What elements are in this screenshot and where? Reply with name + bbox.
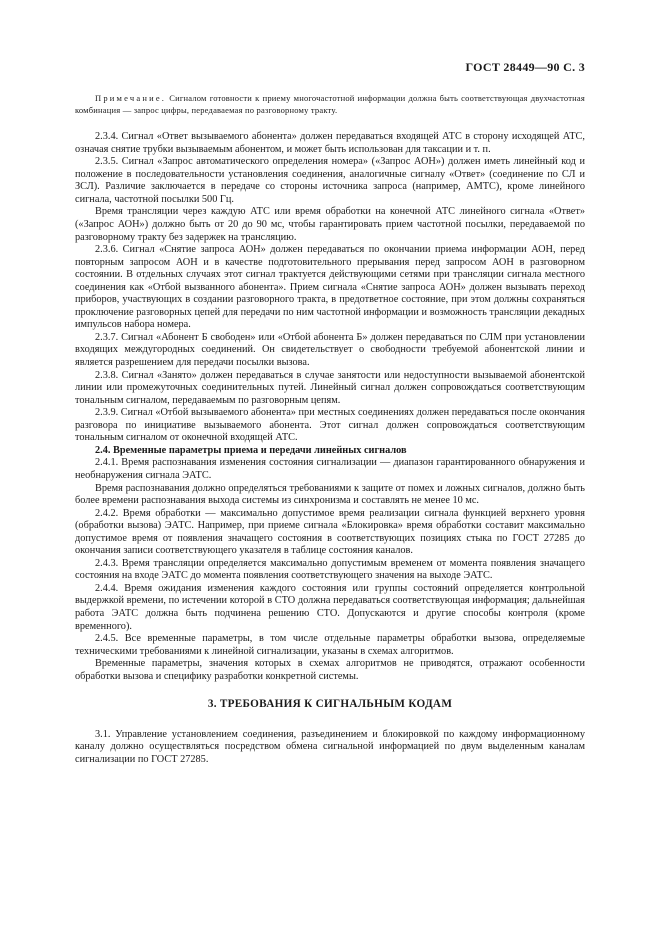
page-header: ГОСТ 28449—90 С. 3 [465, 60, 585, 74]
paragraph-2-3-8: 2.3.8. Сигнал «Занято» должен передаваться в случае занятости или недоступности вызываемой абонентской линии или промежуточных соединительных путей. Линейный сигнал должен сопровождаться соответствующим тональным сигналом, передаваемым по разговорным цепям. [75, 369, 585, 406]
section-heading-3: 3. ТРЕБОВАНИЯ К СИГНАЛЬНЫМ КОДАМ [207, 698, 453, 711]
page-content [75, 93, 585, 766]
paragraph-2-3-6: 2.3.6. Сигнал «Снятие запроса АОН» должен передаваться по окончании приема информации АОН, перед повторным запросом АОН и в качестве подготовительного прерывания перед запросом АОН в разговорном состоянии. В отдельных случаях этот сигнал трактуется действующими сетями при трансляции сигнала местного соединения как «Отбой вызванного абонента». Прием сигнала «Снятие запроса АОН» должен вызывать переход приборов, участвующих в создании разговорного тракта, в предответное состояние, при этом должны сохраняться проключение разговорных цепей для передачи по ним частотной информации и возможность трансляции декадных импульсов набора номера. [75, 244, 585, 331]
paragraph-2-4-5: 2.4.5. Все временные параметры, в том числе отдельные параметры обработки вызова, определяемые техническими требованиями к линейной сигнализации, указаны в схемах алгоритмов. [75, 633, 585, 657]
paragraph-2-3-5: 2.3.5. Сигнал «Запрос автоматического определения номера» («Запрос АОН») должен иметь линейный код и положение в последовательности установления соединения, аналогичные сигналу «Ответ» (соединение по СЛ и ЗСЛ). Различие заключается в передаче со стороны источника запроса (например, АМТС), кроме линейного сигнала, частотной посылки 500 Гц. [75, 156, 585, 205]
paragraph-3-1: 3.1. Управление установлением соединения, разъединением и блокировкой по каждому информационному каналу должно осуществляться посредством обмена сигнальной информацией по двум выделенным каналам сигнализации по ГОСТ 27285. [75, 728, 585, 765]
paragraph-2-4-1-detail: Время распознавания должно определяться требованиями к защите от помех и ложных сигналов, должно быть более времени распознавания выхода системы из синхронизма и составлять не менее 10 мс. [75, 482, 585, 507]
paragraph-2-3-5-timing: Время трансляции через каждую АТС или время обработки на конечной АТС линейного сигнала «Ответ» («Запрос АОН») должно быть от 20 до 90 мс, чтобы гарантировать прием частотной посылки, передаваемой по разговорному тракту без задержек на трансляцию. [75, 206, 585, 243]
note [75, 93, 585, 116]
paragraph-2-4-1: 2.4.1. Время распознавания изменения состояния сигнализации — диапазон гарантированного обнаружения и необнаружения сигнала ЭАТС. [75, 457, 585, 481]
paragraph-2-3-4: 2.3.4. Сигнал «Ответ вызываемого абонента» должен передаваться входящей АТС в сторону исходящей АТС, означая снятие трубки вызываемым абонентом, и может быть использован для таксации и т. п. [75, 131, 585, 155]
paragraph-2-4-4: 2.4.4. Время ожидания изменения каждого состояния или группы состояний определяется контрольной выдержкой времени, по истечении которой в СТО должна передаваться соответствующая информация; дальнейшая работа ЭАТС должна быть подчинена решению СТО. Допускаются и другие способы контроля (кроме временного). [75, 582, 585, 632]
note-label: Примечание. [95, 93, 167, 103]
subsection-heading-2-4: 2.4. Временные параметры приема и передачи линейных сигналов [95, 444, 407, 456]
paragraph-2-4-5-detail: Временные параметры, значения которых в схемах алгоритмов не приводятся, отражают особенности обработки вызова и специфику разработки конкретной системы. [75, 658, 585, 682]
note-text: Сигналом готовности к приему многочастотной информации должна быть соответствующая двухчастотная комбинация — запрос цифры, передаваемая по разговорному тракту. [75, 93, 585, 115]
paragraph-2-4-3: 2.4.3. Время трансляции определяется максимально допустимым временем от момента появления значащего состояния на входе ЭАТС до момента появления соответствующего значения на выходе ЭАТС. [75, 557, 585, 582]
paragraph-2-3-9: 2.3.9. Сигнал «Отбой вызываемого абонента» при местных соединениях должен передаваться после окончания разговора по инициативе вызываемого абонента. Этот сигнал должен сопровождаться соответствующим тональным сигналом от оконечной входящей АТС. [75, 407, 585, 444]
paragraph-2-3-7: 2.3.7. Сигнал «Абонент Б свободен» или «Отбой абонента Б» должен передаваться по СЛМ при установлении входящих междугородных соединений. Он свидетельствует о свободности требуемой абонентской линии и является разрешением для передачи посылки вызова. [75, 331, 585, 369]
paragraph-2-4-2: 2.4.2. Время обработки — максимально допустимое время реализации сигнала функцией верхнего уровня (обработки вызова) ЭАТС. Например, при приеме сигнала «Блокировка» время обработки составит максимально допустимое время от появления значащего состояния в соответствующих позициях стыка по ГОСТ 27285 до окончания записи соответствующего указателя в таблице состояния каналов. [75, 507, 585, 557]
